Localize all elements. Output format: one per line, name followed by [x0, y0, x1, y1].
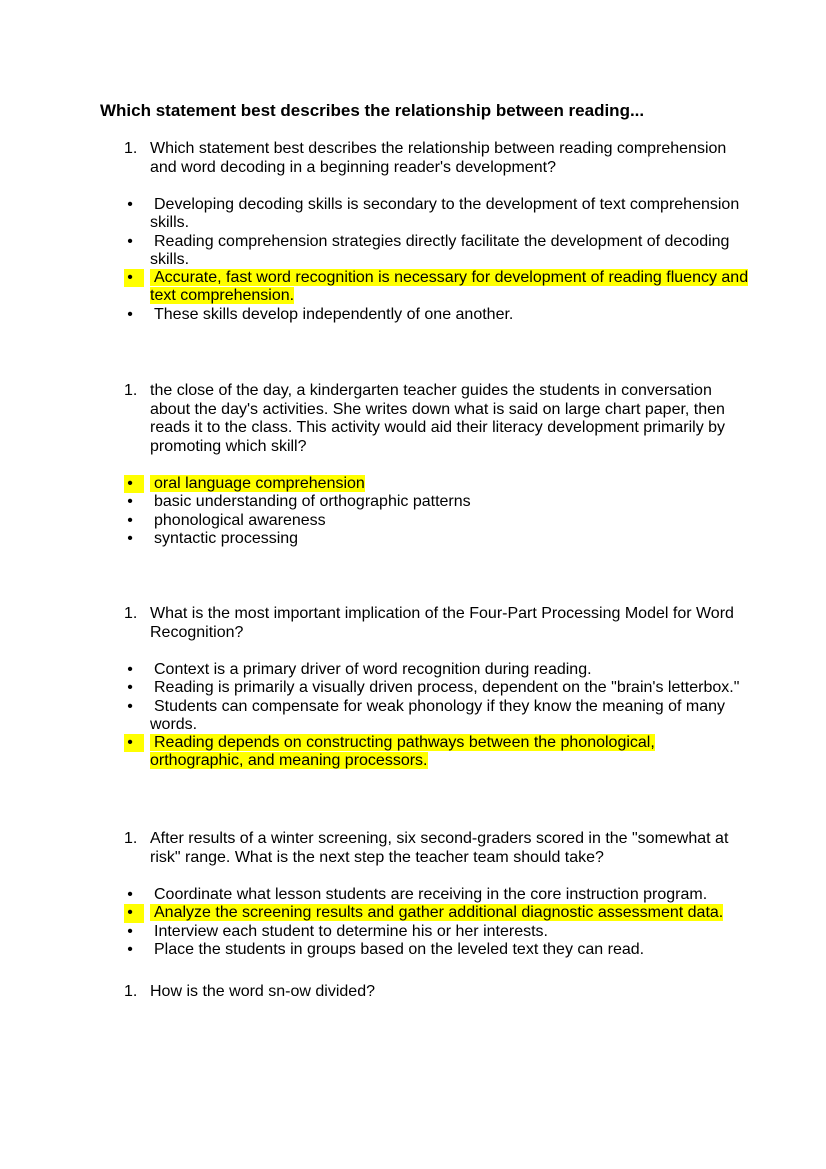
- question-text: Which statement best describes the relationship between reading comprehension and word decoding in a beginning reader's development?: [150, 140, 727, 176]
- answer-option-highlighted: [127, 269, 750, 306]
- option-text: basic understanding of orthographic patterns: [154, 493, 471, 511]
- question-text: the close of the day, a kindergarten teacher guides the students in conversation about the day's activities. She writes down what is said on large chart paper, then reads it to the class. This activity would aid their literacy development primarily by promoting which skill?: [150, 382, 726, 455]
- bullet-icon: •: [127, 511, 133, 529]
- bullet-icon: •: [124, 475, 144, 493]
- question-block: [0, 983, 826, 1002]
- answer-options: [0, 661, 826, 771]
- bullet-icon: •: [124, 734, 144, 752]
- bullet-icon: •: [127, 922, 133, 940]
- bullet-icon: •: [127, 679, 133, 697]
- question-block: [0, 830, 826, 959]
- option-text: Students can compensate for weak phonology if they know the meaning of many words.: [150, 697, 726, 733]
- option-text: syntactic processing: [154, 529, 299, 547]
- option-text: These skills develop independently of one another.: [154, 305, 514, 323]
- bullet-icon: •: [127, 940, 133, 958]
- bullet-icon: •: [127, 196, 133, 213]
- option-text: Accurate, fast word recognition is necessary for development of reading fluency and text comprehension.: [150, 269, 749, 305]
- question-block: [0, 605, 826, 771]
- option-text: oral language comprehension: [150, 475, 365, 492]
- question-stem: [124, 983, 750, 1002]
- bullet-icon: •: [127, 886, 133, 903]
- answer-options: [0, 475, 826, 548]
- question-block: [0, 382, 826, 548]
- question-text: After results of a winter screening, six second-graders scored in the "somewhat at risk" range. What is the next step the teacher team should take?: [150, 830, 729, 866]
- question-number: 1.: [124, 140, 138, 157]
- answer-option: [127, 196, 750, 233]
- answer-option: [127, 511, 750, 530]
- bullet-icon: •: [127, 661, 133, 678]
- question-block: [0, 140, 826, 324]
- question-number: 1.: [124, 983, 138, 1000]
- answer-option: [127, 940, 750, 959]
- answer-option: [127, 886, 750, 904]
- answer-option-highlighted: [127, 734, 750, 771]
- question-text: How is the word sn-ow divided?: [150, 983, 375, 1000]
- option-text: Context is a primary driver of word recognition during reading.: [154, 661, 592, 678]
- bullet-icon: •: [127, 697, 133, 715]
- bullet-icon: •: [127, 529, 133, 547]
- question-text: What is the most important implication of the Four-Part Processing Model for Word Recognition?: [150, 605, 734, 641]
- bullet-icon: •: [124, 269, 144, 287]
- option-text: Reading is primarily a visually driven process, dependent on the "brain's letterbox.": [154, 679, 740, 697]
- option-text: Developing decoding skills is secondary to the development of text comprehension skills.: [150, 196, 740, 232]
- question-number: 1.: [124, 830, 138, 847]
- question-number: 1.: [124, 382, 138, 399]
- question-number: 1.: [124, 605, 138, 622]
- answer-option-highlighted: [127, 475, 750, 493]
- option-text: Place the students in groups based on the leveled text they can read.: [154, 940, 645, 958]
- bullet-icon: •: [127, 305, 133, 323]
- question-stem: [124, 605, 750, 642]
- option-text: Reading comprehension strategies directly facilitate the development of decoding skills.: [150, 232, 730, 268]
- option-text: Reading depends on constructing pathways between the phonological, orthographic, and meaning processors.: [150, 734, 655, 770]
- answer-option: [127, 679, 750, 697]
- option-text: Coordinate what lesson students are receiving in the core instruction program.: [154, 886, 708, 903]
- answer-option: [127, 232, 750, 270]
- question-stem: [124, 140, 750, 177]
- bullet-icon: •: [124, 904, 144, 922]
- answer-options: [0, 196, 826, 324]
- question-stem: [124, 830, 750, 867]
- option-text: Analyze the screening results and gather additional diagnostic assessment data.: [150, 904, 723, 921]
- answer-option: [127, 529, 750, 548]
- question-stem: [124, 382, 750, 456]
- document-title: Which statement best describes the relationship between reading...: [100, 101, 645, 120]
- answer-option: [127, 697, 750, 735]
- answer-option: [127, 305, 750, 324]
- bullet-icon: •: [127, 493, 133, 511]
- answer-option: [127, 922, 750, 941]
- option-text: phonological awareness: [154, 511, 326, 529]
- option-text: Interview each student to determine his or her interests.: [154, 922, 548, 940]
- answer-options: [0, 886, 826, 959]
- answer-option: [127, 661, 750, 679]
- answer-option: [127, 493, 750, 511]
- bullet-icon: •: [127, 232, 133, 250]
- answer-option-highlighted: [127, 904, 750, 922]
